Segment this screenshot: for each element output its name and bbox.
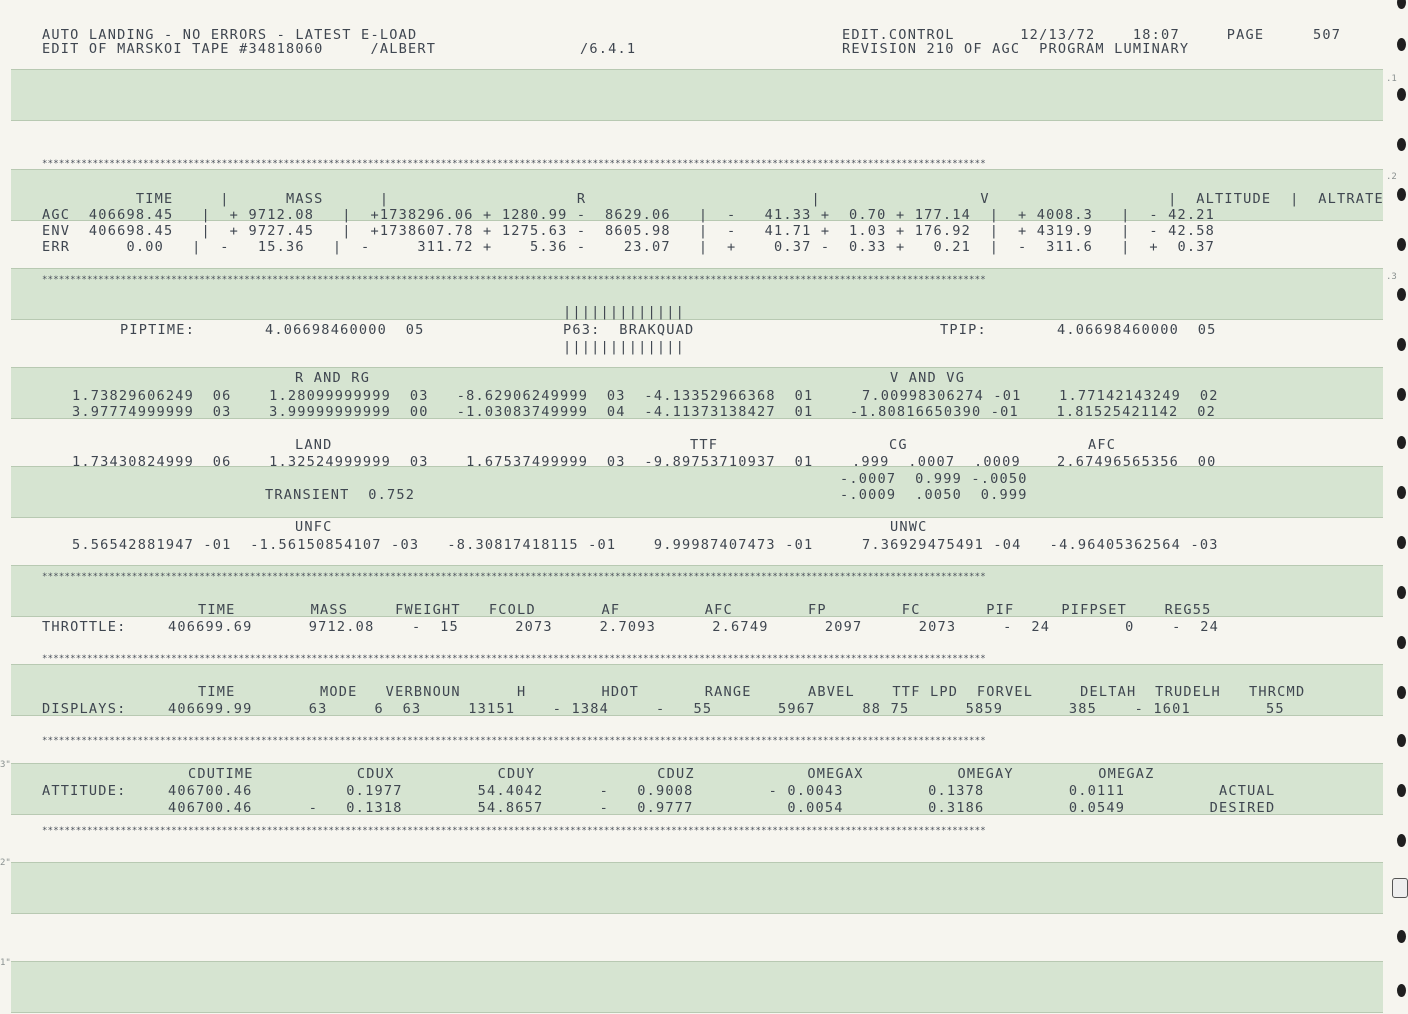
feed-hole — [1397, 88, 1406, 101]
pip-bars: ||||||||||||| — [563, 339, 685, 355]
separator-line: ************************************************************************************************************************************************************************ — [42, 275, 986, 285]
cg-heading: CG — [889, 437, 908, 453]
v-and-vg-heading: V AND VG — [890, 370, 966, 386]
r-and-rg-heading: R AND RG — [295, 370, 371, 386]
cg-row: -.0009 .0050 0.999 — [840, 487, 1028, 503]
state-table-header: TIME | MASS | R | V | ALTITUDE | ALTRATE — [42, 191, 1384, 207]
table-row: AGC 406698.45 | + 9712.08 | +1738296.06 + 1280.99 - 8629.06 | - 41.33 + 0.70 + 177.14 | + 4008.3 | - 42.21 — [42, 207, 1216, 223]
land-heading: LAND — [295, 437, 333, 453]
feed-hole — [1397, 834, 1406, 847]
revision-line: REVISION 210 OF AGC PROGRAM LUMINARY — [842, 41, 1190, 57]
afc-value: 2.67496565356 00 — [1057, 454, 1217, 470]
throttle-label: THROTTLE: — [42, 619, 127, 635]
vector-row: 3.97774999999 03 3.99999999999 00 -1.03083749999 04 -4.11373138427 01 — [72, 404, 814, 420]
feed-hole — [1397, 536, 1406, 549]
program-mode: P63: BRAKQUAD — [563, 322, 695, 338]
feed-hole — [1397, 138, 1406, 151]
separator-line: ************************************************************************************************************************************************************************ — [42, 826, 986, 836]
unwc-heading: UNWC — [890, 519, 928, 535]
vector-row: 7.00998306274 -01 1.77142143249 02 — [862, 388, 1219, 404]
attitude-row-actual: 406700.46 0.1977 54.4042 - 0.9008 - 0.0043 0.1378 0.0111 ACTUAL — [168, 783, 1276, 799]
page-number: 507 — [1313, 27, 1342, 43]
feed-hole — [1397, 238, 1406, 251]
table-row: ERR 0.00 | - 15.36 | - 311.72 + 5.36 - 23.07 | + 0.37 - 0.33 + 0.21 | - 311.6 | + 0.37 — [42, 239, 1216, 255]
margin-mark: .3 — [1386, 272, 1397, 282]
land-row: 1.73430824999 06 1.32524999999 03 1.67537499999 03 -9.89753710937 01 — [72, 454, 814, 470]
margin-mark: 1" — [0, 958, 11, 968]
margin-mark: .2 — [1386, 172, 1397, 182]
feed-hole — [1397, 188, 1406, 201]
tpip-label: TPIP: — [940, 322, 987, 338]
cg-row: .999 .0007 .0009 — [852, 454, 1021, 470]
throttle-header: TIME MASS FWEIGHT FCOLD AF AFC FP FC PIF PIFPSET REG55 — [198, 602, 1212, 618]
run-title: AUTO LANDING - NO ERRORS - LATEST E-LOAD — [42, 27, 418, 43]
displays-label: DISPLAYS: — [42, 701, 127, 717]
tape-line: EDIT OF MARSKOI TAPE #34818060 /ALBERT — [42, 41, 437, 57]
edit-control-line: EDIT.CONTROL 12/13/72 18:07 PAGE — [842, 27, 1265, 43]
vector-row: -1.80816650390 -01 1.81525421142 02 — [850, 404, 1216, 420]
paper-band — [11, 961, 1383, 1013]
feed-hole — [1397, 38, 1406, 51]
table-row: ENV 406698.45 | + 9727.45 | +1738607.78 + 1275.63 - 8605.98 | - 41.71 + 1.03 + 176.92 | + 4319.9 | - 42.58 — [42, 223, 1216, 239]
attitude-row-desired: 406700.46 - 0.1318 54.8657 - 0.9777 0.0054 0.3186 0.0549 DESIRED — [168, 800, 1276, 816]
feed-hole — [1397, 686, 1406, 699]
displays-header: TIME MODE VERBNOUN H HDOT RANGE ABVEL TTF LPD FORVEL DELTAH TRUDELH THRCMD — [198, 684, 1306, 700]
feed-hole — [1397, 338, 1406, 351]
paper-band — [11, 466, 1383, 518]
paper-band — [11, 69, 1383, 121]
transient-value: TRANSIENT 0.752 — [265, 487, 416, 503]
separator-line: ************************************************************************************************************************************************************************ — [42, 654, 986, 664]
feed-hole — [1397, 784, 1406, 797]
margin-mark: 2" — [0, 858, 11, 868]
attitude-label: ATTITUDE: — [42, 783, 127, 799]
unwc-row: 7.36929475491 -04 -4.96405362564 -03 — [862, 537, 1219, 553]
separator-line: ************************************************************************************************************************************************************************ — [42, 736, 986, 746]
feed-hole — [1397, 0, 1406, 9]
feed-hole — [1397, 436, 1406, 449]
pip-bars: ||||||||||||| — [563, 304, 685, 320]
separator-line: ************************************************************************************************************************************************************************ — [42, 159, 986, 169]
cg-row: -.0007 0.999 -.0050 — [840, 471, 1028, 487]
feed-hole — [1397, 734, 1406, 747]
unfc-heading: UNFC — [295, 519, 333, 535]
piptime-value: 4.06698460000 05 — [265, 322, 425, 338]
margin-mark: 3" — [0, 760, 11, 770]
feed-hole — [1397, 486, 1406, 499]
ttf-heading: TTF — [690, 437, 719, 453]
feed-hole — [1397, 930, 1406, 943]
feed-hole — [1397, 586, 1406, 599]
attitude-header: CDUTIME CDUX CDUY CDUZ OMEGAX OMEGAY OMEGAZ — [188, 766, 1155, 782]
separator-line: ************************************************************************************************************************************************************************ — [42, 572, 986, 582]
unfc-row: 5.56542881947 -01 -1.56150854107 -03 -8.30817418115 -01 9.99987407473 -01 — [72, 537, 814, 553]
paper-band — [11, 862, 1383, 914]
afc-heading: AFC — [1088, 437, 1117, 453]
binder-clip — [1392, 878, 1408, 898]
throttle-values: 406699.69 9712.08 - 15 2073 2.7093 2.6749 2097 2073 - 24 0 - 24 — [168, 619, 1220, 635]
tape-version: /6.4.1 — [580, 41, 637, 57]
displays-values: 406699.99 63 6 63 13151 - 1384 - 55 5967 88 75 5859 385 - 1601 55 — [168, 701, 1285, 717]
margin-mark: .1 — [1386, 74, 1397, 84]
feed-hole — [1397, 636, 1406, 649]
feed-hole — [1397, 984, 1406, 997]
feed-hole — [1397, 388, 1406, 401]
piptime-label: PIPTIME: — [120, 322, 196, 338]
feed-hole — [1397, 288, 1406, 301]
vector-row: 1.73829606249 06 1.28099999999 03 -8.62906249999 03 -4.13352966368 01 — [72, 388, 814, 404]
tpip-value: 4.06698460000 05 — [1057, 322, 1217, 338]
